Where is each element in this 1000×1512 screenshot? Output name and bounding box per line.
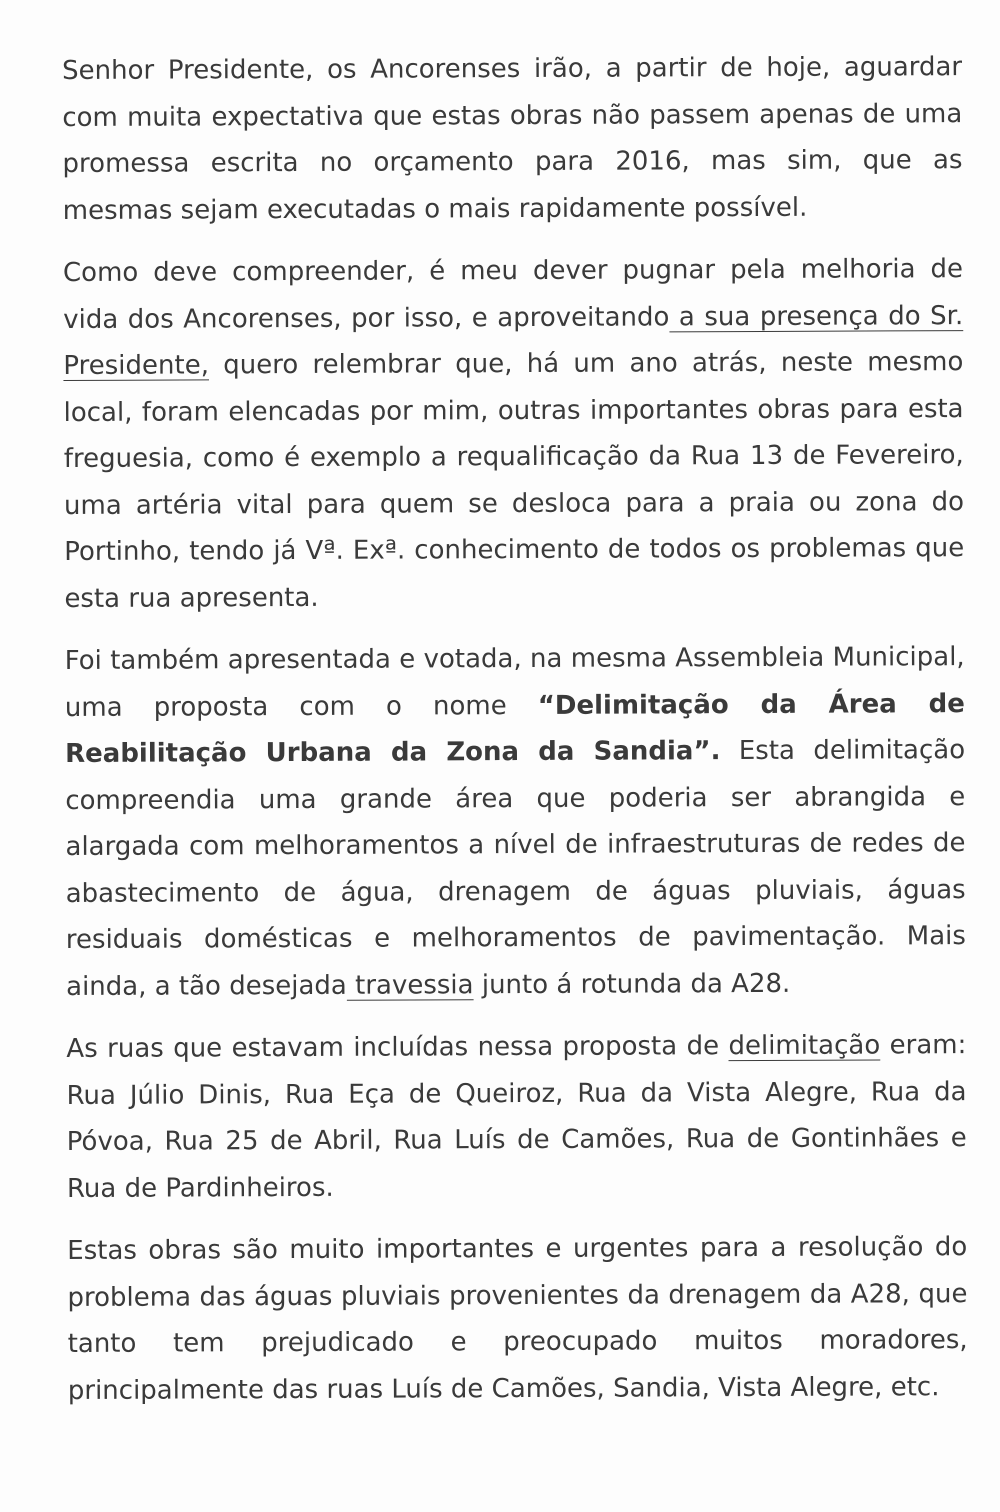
paragraph-3 xyxy=(65,634,967,1010)
paragraph-4-text-end: eram: Rua Júlio Dinis, Rua Eça de Queiroz, Rua da Vista Alegre, Rua da Póvoa, Rua 25 de Abril, Rua Luís de Camões, Rua de Gontinhães e Rua de Pardinheiros. xyxy=(66,1030,967,1204)
paragraph-4-text-start: As ruas que estavam incluídas nessa proposta de xyxy=(66,1031,729,1064)
paragraph-3-text-middle: Esta delimitação compreendia uma grande área que poderia ser abrangida e alargada com melhoramentos a nível de infraestruturas de redes de abastecimento de água, drenagem de águas pluviais, águas residuais domésticas e melhoramentos de pavimentação. Mais ainda, a tão desejada xyxy=(65,735,966,1002)
paragraph-2-text-end: quero relembrar que, há um ano atrás, neste mesmo local, foram elencadas por mim, outras importantes obras para esta freguesia, como é exemplo a requalificação da Rua 13 de Fevereiro, uma artéria vital para quem se desloca para a praia ou zona do Portinho, tendo já Vª. Exª. conhecimento de todos os problemas que esta rua apresenta. xyxy=(63,347,965,614)
paragraph-5 xyxy=(67,1224,968,1414)
paragraph-1 xyxy=(62,44,963,234)
paragraph-3-text-end: junto á rotunda da A28. xyxy=(473,968,791,1000)
paragraph-2-text-start: Como deve compreender, é meu dever pugnar pela melhoria de vida dos Ancorenses, por isso, e aproveitando xyxy=(62,254,964,335)
paragraph-3-text-start: Foi também apresentada e votada, na mesma Assembleia Municipal, uma proposta com o nome xyxy=(64,642,965,723)
paragraph-2 xyxy=(63,246,965,622)
paragraph-4 xyxy=(66,1022,967,1212)
paragraph-2-underlined-text: a sua presença do Sr. Presidente, xyxy=(63,300,964,381)
paragraph-1-text: Senhor Presidente, os Ancorenses irão, a partir de hoje, aguardar com muita expectativa que estas obras não passem apenas de uma promessa escrita no orçamento para 2016, mas sim, que as mesmas sejam executadas o mais rapidamente possível. xyxy=(62,52,963,226)
paragraph-4-underlined-text: delimitação xyxy=(728,1030,881,1062)
document-body xyxy=(62,44,968,1430)
paragraph-3-bold-proposal-name: “Delimitação da Área de Reabilitação Urbana da Zona da Sandia”. xyxy=(65,688,965,769)
paragraph-3-underlined-text: travessia xyxy=(346,969,474,1001)
paragraph-5-text: Estas obras são muito importantes e urgentes para a resolução do problema das águas pluviais provenientes da drenagem da A28, que tanto tem prejudicado e preocupado muitos moradores, principalmente das ruas Luís de Camões, Sandia, Vista Alegre, etc. xyxy=(67,1232,968,1406)
